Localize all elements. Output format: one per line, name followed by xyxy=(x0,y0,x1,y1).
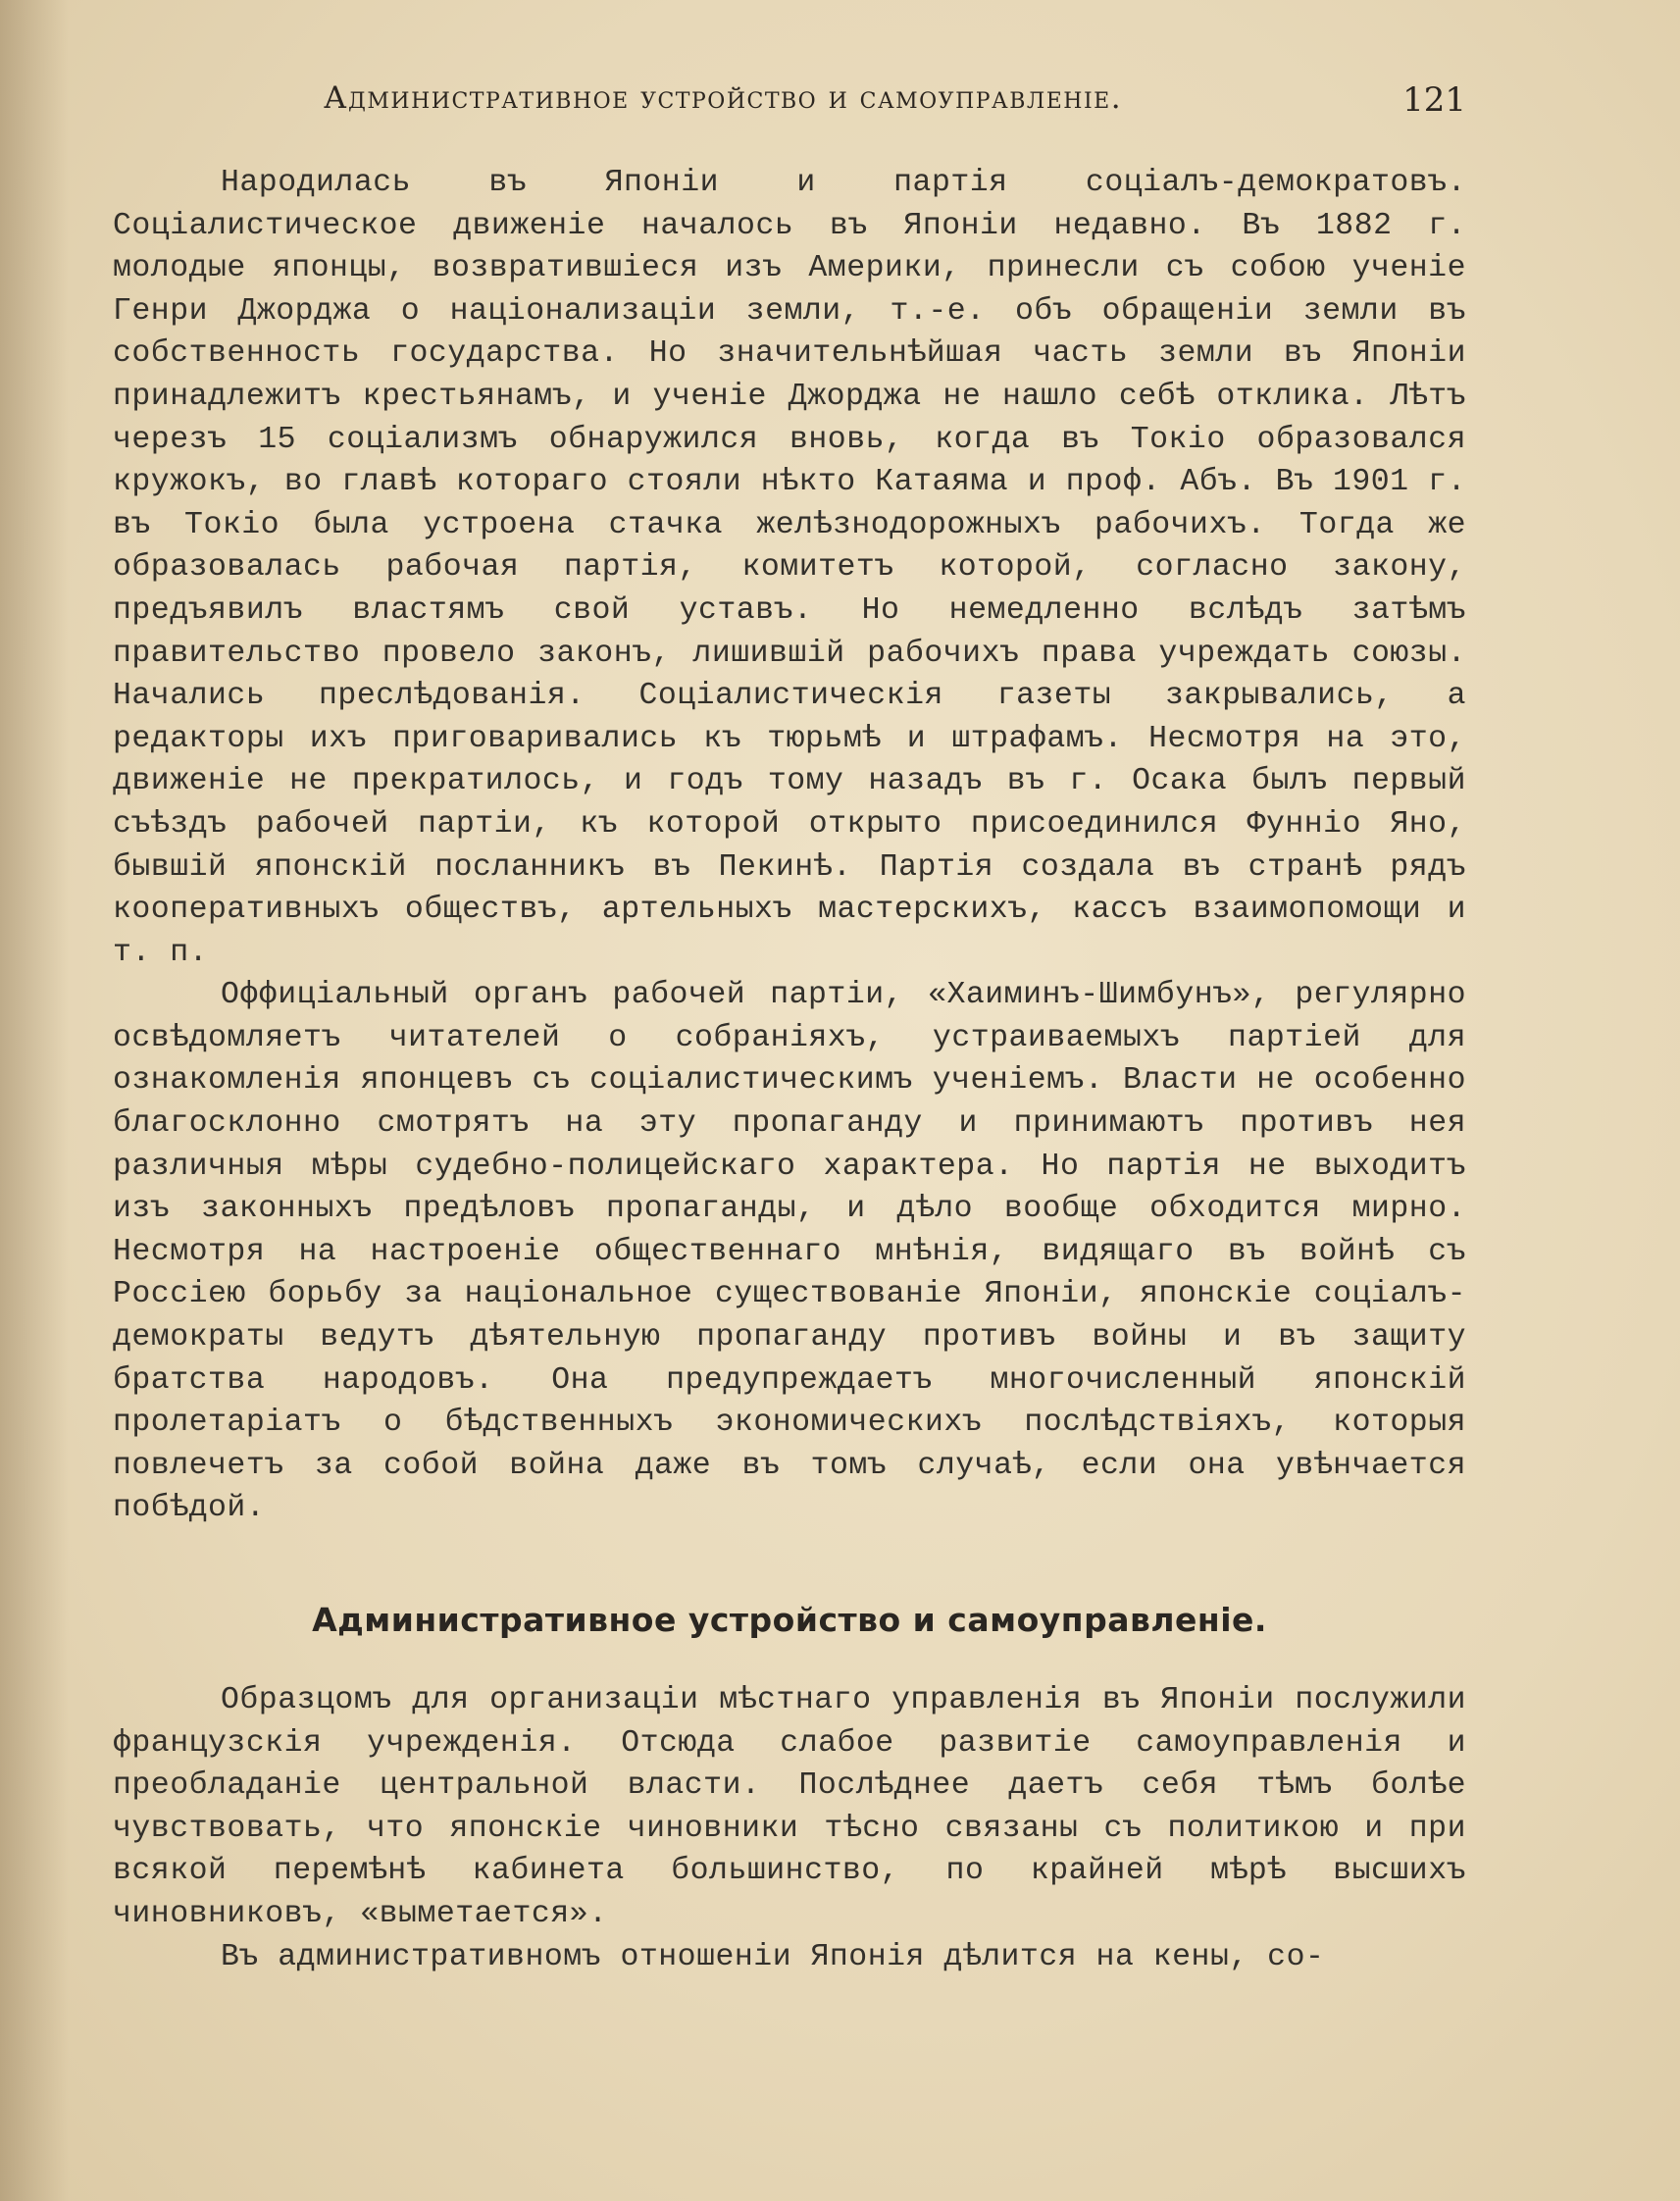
page-header xyxy=(324,80,1466,129)
binding-gutter-shadow xyxy=(0,0,69,2201)
page-number: 121 xyxy=(1402,80,1466,120)
running-head: Административное устройство и самоуправленіе. xyxy=(324,80,1123,116)
paragraph-social-democrats: Народилась въ Японіи и партія соціалъ-демократовъ. Соціалистическое движеніе началось въ Японіи недавно. Въ 1882 г. молодые японцы, возвратившіеся изъ Америки, принесли съ собою ученіе Генри Джорджа о націонализаціи земли, т.-е. объ обращеніи земли въ собственность государства. Но значительнѣйшая часть земли въ Японіи принадлежитъ крестьянамъ, и ученіе Джорджа не нашло себѣ отклика. Лѣтъ черезъ 15 соціализмъ обнаружился вновь, когда въ Токіо образовался кружокъ, во главѣ котораго стояли нѣкто Катаяма и проф. Абъ. Въ 1901 г. въ Токіо была устроена стачка желѣзнодорожныхъ рабочихъ. Тогда же образовалась рабочая партія, комитетъ которой, согласно закону, предъявилъ властямъ свой уставъ. Но немедленно вслѣдъ затѣмъ правительство провело законъ, лишившій рабочихъ права учреждать союзы. Начались преслѣдованія. Соціалистическія газеты закрывались, а редакторы ихъ приговаривались къ тюрьмѣ и штрафамъ. Несмотря на это, движеніе не прекратилось, и годъ тому назадъ въ г. Осака былъ первый съѣздъ рабочей партіи, къ которой открыто присоединился Фунніо Яно, бывшій японскій посланникъ въ Пекинѣ. Партія создала въ странѣ рядъ кооперативныхъ обществъ, артельныхъ мастерскихъ, кассъ взаимопомощи и т. п. xyxy=(113,166,1466,970)
section-title: Административное устройство и самоуправленіе. xyxy=(312,1601,1267,1639)
paragraph-administrative-division: Въ административномъ отношеніи Японія дѣлится на кены, со- xyxy=(221,1939,1325,1974)
paragraph-official-organ: Оффиціальный органъ рабочей партіи, «Хаиминъ-Шимбунъ», регулярно освѣдомляетъ читателей о собраніяхъ, устраиваемыхъ партіей для ознакомленія японцевъ съ соціалистическимъ ученіемъ. Власти не особенно благосклонно смотрятъ на эту пропаганду и принимаютъ противъ нея различныя мѣры судебно-полицейскаго характера. Но партія не выходитъ изъ законныхъ предѣловъ пропаганды, и дѣло вообще обходится мирно. Несмотря на настроеніе общественнаго мнѣнія, видящаго въ войнѣ съ Россіею борьбу за національное существованіе Японіи, японскіе соціалъ-демократы ведутъ дѣятельную пропаганду противъ войны и въ защиту братства народовъ. Она предупреждаетъ многочисленный японскій пролетаріатъ о бѣдственныхъ экономическихъ послѣдствіяхъ, которыя повлечетъ за собой война даже въ томъ случаѣ, если она увѣнчается побѣдой. xyxy=(113,978,1466,1526)
paragraph-local-administration: Образцомъ для организаціи мѣстнаго управленія въ Японіи послужили французскія учрежденія. Отсюда слабое развитіе самоуправленія и преобладаніе центральной власти. Послѣднее даетъ себя тѣмъ болѣе чувствовать, что японскіе чиновники тѣсно связаны съ политикою и при всякой перемѣнѣ кабинета большинство, по крайней мѣрѣ высшихъ чиновниковъ, «выметается». xyxy=(113,1683,1466,1931)
page-body xyxy=(113,162,1466,1978)
